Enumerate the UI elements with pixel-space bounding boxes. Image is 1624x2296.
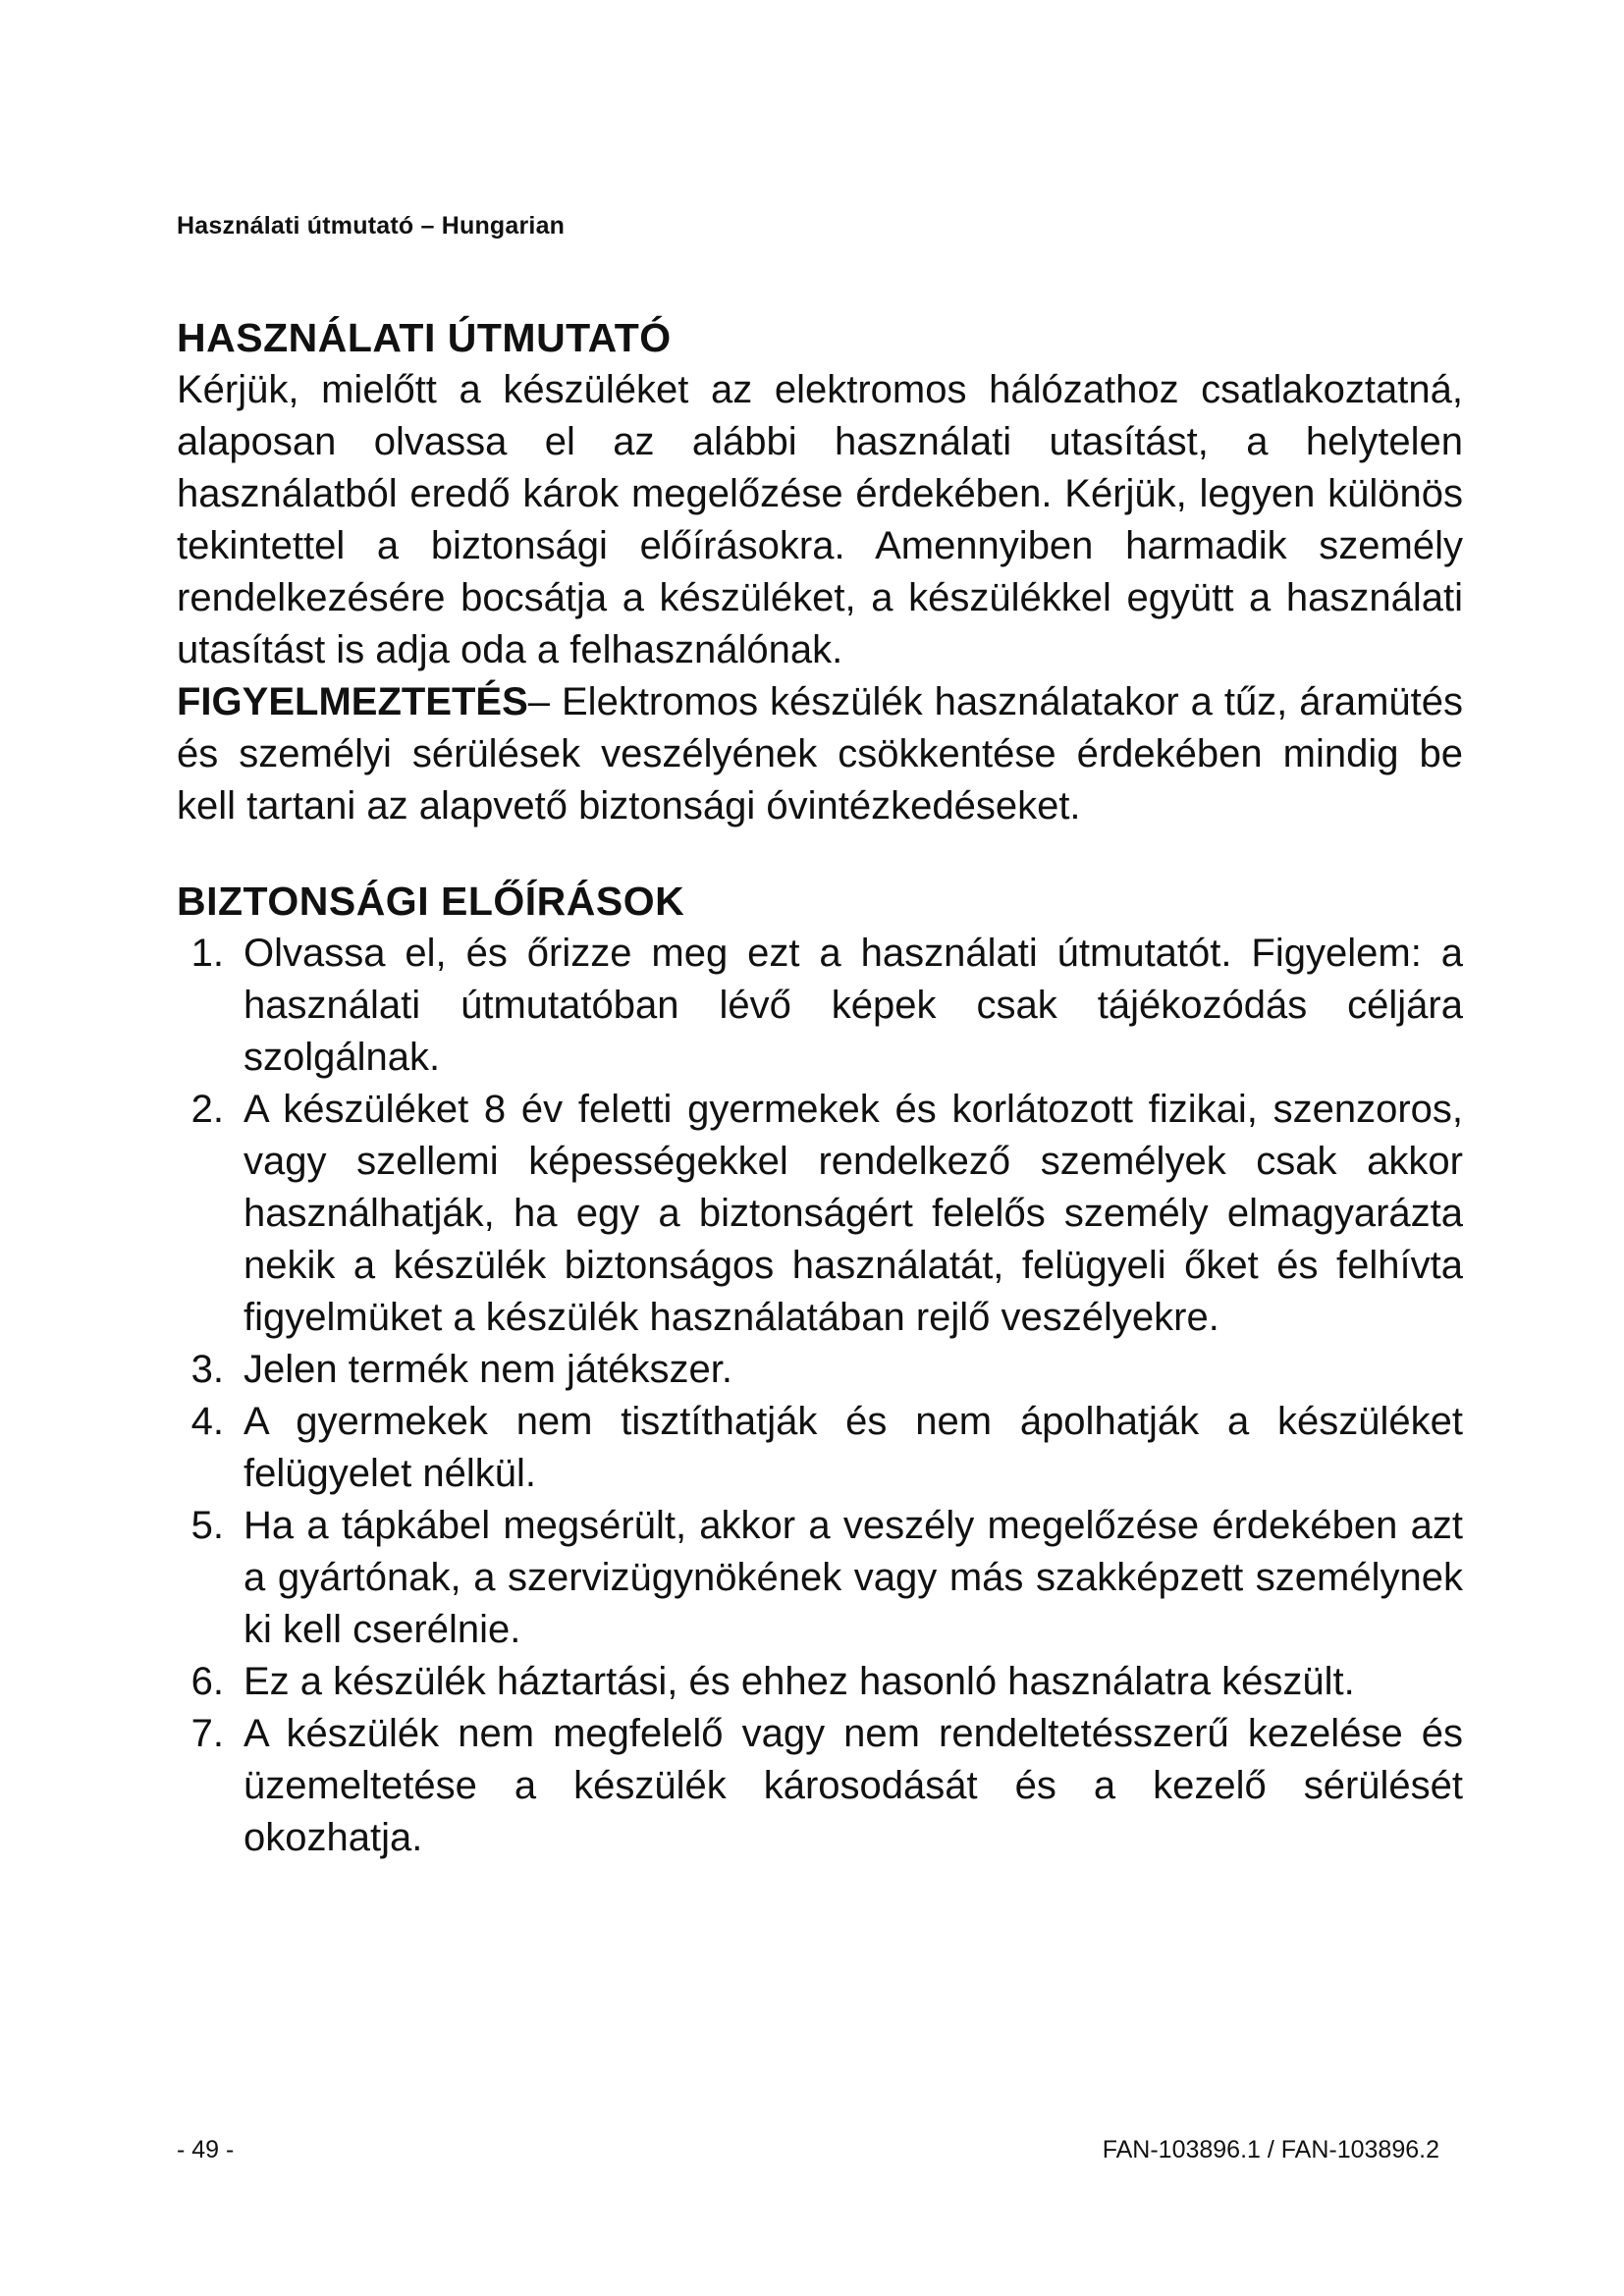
safety-item-text: Jelen termék nem játékszer. [244,1348,732,1391]
manual-content [177,312,1463,1864]
section-spacer [177,832,1463,876]
safety-item-number: 7. [190,1712,224,1755]
running-header: Használati útmutató – Hungarian [177,212,566,240]
safety-item-number: 4. [190,1400,224,1443]
safety-item-number: 3. [190,1348,224,1391]
safety-item-3 [177,1344,1463,1396]
safety-item-text: A gyermekek nem tisztíthatják és nem ápolhatják a készüléket felügyelet nélkül. [244,1400,1463,1495]
safety-item-text: Ha a tápkábel megsérült, akkor a veszély megelőzése érdekében azt a gyártónak, a szervizügynökének vagy más szakképzett személynek ki kell cserélnie. [244,1504,1463,1651]
safety-item-number: 5. [190,1504,224,1547]
warning-paragraph [177,676,1463,832]
safety-item-7 [177,1708,1463,1864]
page-number: - 49 - [177,2136,235,2163]
safety-item-text: Olvassa el, és őrizze meg ezt a használati útmutatót. Figyelem: a használati útmutatóban lévő képek csak tájékozódás céljára szolgálnak. [244,932,1463,1079]
safety-item-6 [177,1656,1463,1708]
document-code: FAN-103896.1 / FAN-103896.2 [1102,2136,1439,2163]
warning-label: FIGYELMEZTETÉS [177,680,528,723]
safety-item-text: A készüléket 8 év feletti gyermekek és korlátozott fizikai, szenzoros, vagy szellemi képességekkel rendelkező személyek csak akkor használhatják, ha egy a biztonságért felelős személy elmagyarázta nekik a készülék biztonságos használatát, felügyeli őket és felhívta figyelmüket a készülék használatában rejlő veszélyekre. [244,1088,1463,1339]
manual-title: HASZNÁLATI ÚTMUTATÓ [177,315,672,360]
safety-heading: BIZTONSÁGI ELŐÍRÁSOK [177,879,685,924]
safety-item-1 [177,928,1463,1084]
safety-item-number: 1. [190,932,224,975]
warning-text: – Elektromos készülék használatakor a tűz, áramütés és személyi sérülések veszélyének csökkentése érdekében mindig be kell tartani az alapvető biztonsági óvintézkedéseket. [177,680,1463,828]
intro-paragraph: Kérjük, mielőtt a készüléket az elektromos hálózathoz csatlakoztatná, alaposan olvassa el az alábbi használati utasítást, a helytelen használatból eredő károk megelőzése érdekében. Kérjük, legyen különös tekintettel a biztonsági előírásokra. Amennyiben harmadik személy rendelkezésére bocsátja a készüléket, a készülékkel együtt a használati utasítást is adja oda a felhasználónak. [177,368,1463,671]
safety-item-4 [177,1396,1463,1500]
safety-list [177,928,1463,1864]
safety-item-2 [177,1084,1463,1344]
safety-item-text: Ez a készülék háztartási, és ehhez hasonló használatra készült. [244,1660,1355,1703]
safety-item-number: 6. [190,1660,224,1703]
safety-item-5 [177,1500,1463,1656]
safety-item-number: 2. [190,1088,224,1131]
safety-item-text: A készülék nem megfelelő vagy nem rendeltetésszerű kezelése és üzemeltetése a készülék károsodását és a kezelő sérülését okozhatja. [244,1712,1463,1859]
